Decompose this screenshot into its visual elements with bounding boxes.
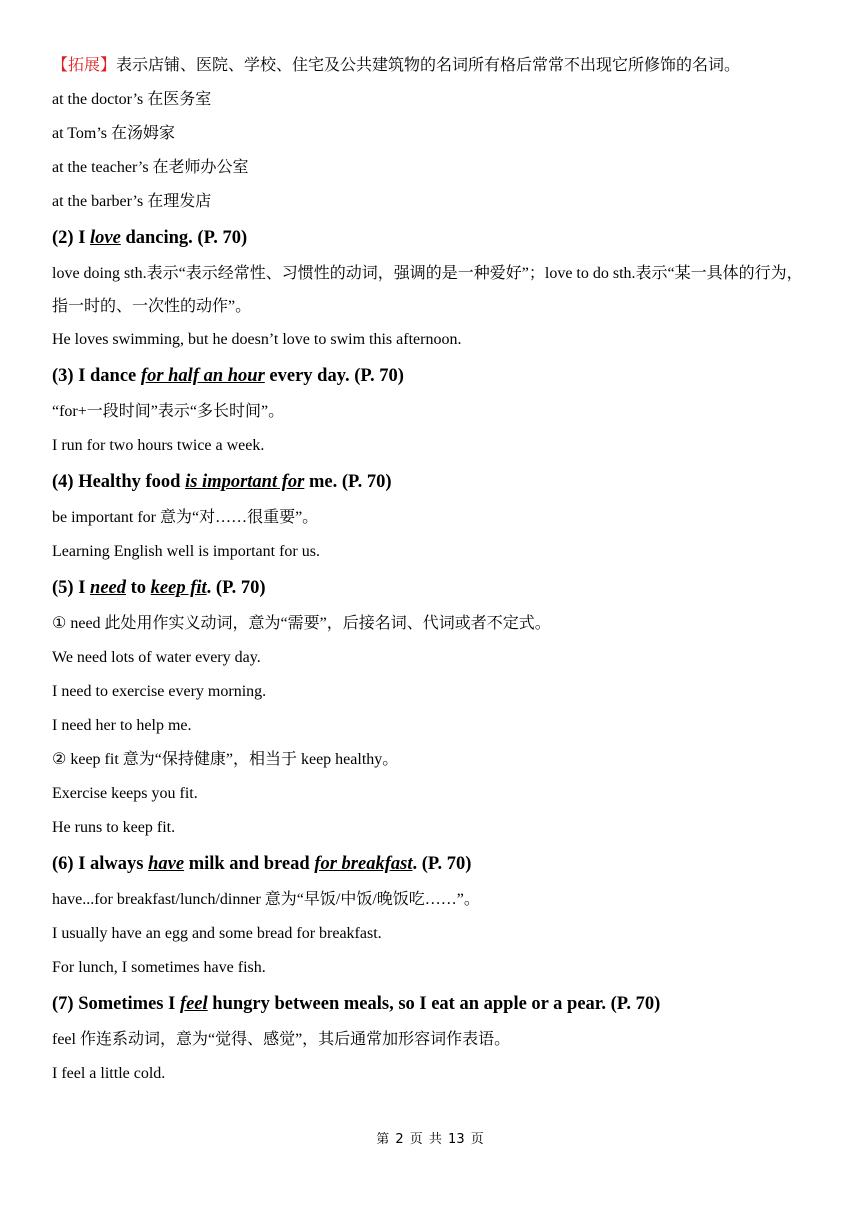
heading-text: hungry between meals, so I eat an apple or a pear. (P. 70)	[207, 994, 661, 1014]
key-phrase: for half an hour	[140, 366, 265, 386]
extension-paragraph	[52, 55, 812, 77]
body-line: I need to exercise every morning.	[52, 683, 267, 700]
heading-text: me. (P. 70)	[304, 472, 392, 492]
section-heading	[52, 469, 812, 495]
heading-text: (7) Sometimes I	[52, 994, 180, 1014]
example-line: at the barber’s 在理发店	[52, 193, 212, 210]
key-phrase: for breakfast	[314, 854, 413, 874]
body-line: We need lots of water every day.	[52, 649, 261, 666]
example-line: at the teacher’s 在老师办公室	[52, 159, 249, 176]
example-line: at the doctor’s 在医务室	[52, 91, 212, 108]
body-line: love doing sth.表示“表示经常性、习惯性的动词，强调的是一种爱好”；love to do sth.表示“某一具体的行为，指一时的、一次性的动作”。	[52, 265, 803, 315]
heading-text: . (P. 70)	[206, 578, 266, 598]
body-line: ① need 此处用作实义动词，意为“需要”，后接名词、代词或者不定式。	[52, 615, 551, 632]
example-line: at Tom’s 在汤姆家	[52, 125, 176, 142]
section-heading	[52, 575, 812, 601]
sections-container	[52, 225, 812, 1085]
heading-text: (4) Healthy food	[52, 472, 186, 492]
heading-text: (5) I	[52, 578, 91, 598]
section-heading	[52, 851, 812, 877]
key-phrase: have	[148, 854, 185, 874]
heading-text: (2) I	[52, 228, 91, 248]
section-heading	[52, 991, 812, 1017]
document-page	[52, 55, 812, 1097]
body-line: I need her to help me.	[52, 717, 192, 734]
extension-text: 表示店铺、医院、学校、住宅及公共建筑物的名词所有格后常常不出现它所修饰的名词。	[116, 57, 741, 74]
body-line: He runs to keep fit.	[52, 819, 176, 836]
body-line: Exercise keeps you fit.	[52, 785, 198, 802]
section-heading	[52, 225, 812, 251]
heading-text: (6) I always	[52, 854, 149, 874]
body-line: I run for two hours twice a week.	[52, 437, 265, 454]
body-line: He loves swimming, but he doesn’t love to swim this afternoon.	[52, 331, 462, 348]
key-phrase: love	[90, 228, 121, 248]
heading-text: to	[126, 578, 151, 598]
section-heading	[52, 363, 812, 389]
heading-text: every day. (P. 70)	[264, 366, 404, 386]
body-line: feel 作连系动词，意为“觉得、感觉”，其后通常加形容词作表语。	[52, 1031, 511, 1048]
page-footer: 第 2 页 共 13 页	[376, 1132, 484, 1147]
body-line: Learning English well is important for us.	[52, 543, 320, 560]
key-phrase: is important for	[185, 472, 305, 492]
body-line: For lunch, I sometimes have fish.	[52, 959, 266, 976]
extension-tag: 【拓展】	[52, 57, 117, 74]
key-phrase: feel	[179, 994, 208, 1014]
key-phrase: need	[90, 578, 126, 598]
body-line: I usually have an egg and some bread for breakfast.	[52, 925, 382, 942]
key-phrase: keep fit	[150, 578, 207, 598]
body-line: “for+一段时间”表示“多长时间”。	[52, 403, 285, 420]
body-line: I feel a little cold.	[52, 1065, 166, 1082]
heading-text: (3) I dance	[52, 366, 141, 386]
heading-text: milk and bread	[184, 854, 315, 874]
body-line: have...for breakfast/lunch/dinner 意为“早饭/中饭/晚饭吃……”。	[52, 891, 480, 908]
body-line: ② keep fit 意为“保持健康”，相当于 keep healthy。	[52, 751, 399, 768]
body-line: be important for 意为“对……很重要”。	[52, 509, 319, 526]
heading-text: dancing. (P. 70)	[120, 228, 248, 248]
extension-examples	[52, 89, 812, 213]
heading-text: . (P. 70)	[412, 854, 472, 874]
